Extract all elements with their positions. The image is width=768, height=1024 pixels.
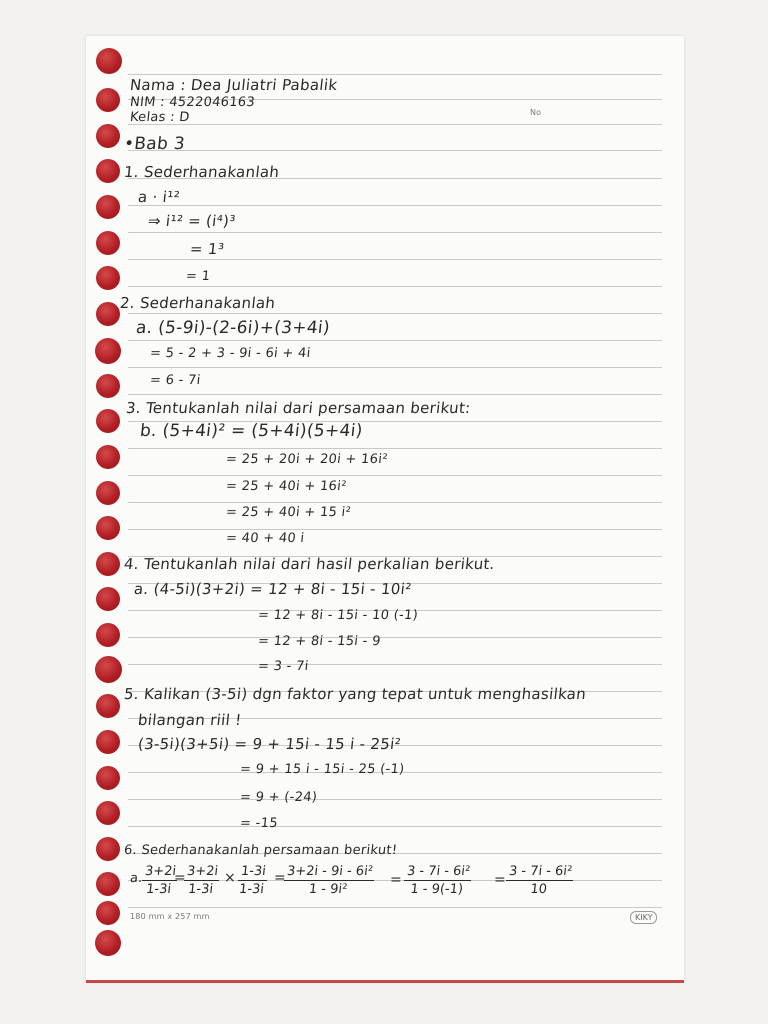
question-3-step: = 40 + 40 i bbox=[225, 531, 306, 546]
binding-hole bbox=[96, 872, 120, 896]
binding-hole bbox=[96, 587, 120, 611]
question-5-step: = 9 + (-24) bbox=[239, 790, 318, 805]
ruled-line bbox=[128, 502, 662, 503]
binding-hole bbox=[95, 338, 121, 364]
ruled-line bbox=[128, 448, 662, 449]
question-4-step: = 12 + 8i - 15i - 9 bbox=[257, 634, 382, 649]
binding-hole bbox=[96, 623, 120, 647]
binding-hole bbox=[96, 481, 120, 505]
binding-hole bbox=[96, 516, 120, 540]
ruled-line bbox=[128, 286, 662, 287]
binding-hole bbox=[96, 409, 120, 433]
fraction-denominator: 1-3i bbox=[145, 882, 172, 897]
binding-hole bbox=[95, 656, 122, 683]
binding-hole bbox=[96, 195, 120, 219]
question-2-item-a: a. (5-9i)-(2-6i)+(3+4i) bbox=[134, 318, 331, 338]
binding-hole bbox=[96, 901, 120, 925]
student-class: Kelas : D bbox=[129, 110, 191, 125]
paper-size-label: 180 mm x 257 mm bbox=[130, 912, 210, 921]
question-1-title: 1. Sederhanakanlah bbox=[123, 163, 281, 181]
binding-hole bbox=[96, 552, 120, 576]
binding-hole bbox=[96, 801, 120, 825]
fraction-numerator: 3 - 7i - 6i² bbox=[404, 864, 473, 881]
question-3-item-b: b. (5+4i)² = (5+4i)(5+4i) bbox=[138, 421, 364, 441]
page-bottom-edge bbox=[86, 980, 684, 983]
question-4-item-a: a. (4-5i)(3+2i) = 12 + 8i - 15i - 10i² bbox=[133, 580, 413, 598]
fraction-denominator: 1-3i bbox=[187, 882, 214, 897]
ruled-line bbox=[128, 259, 662, 260]
question-5-step: = -15 bbox=[239, 816, 279, 831]
ruled-line bbox=[128, 150, 662, 151]
ruled-line bbox=[128, 340, 662, 341]
question-5-title-continued: bilangan riil ! bbox=[137, 711, 243, 729]
fraction bbox=[282, 864, 375, 897]
fraction bbox=[140, 864, 179, 897]
binding-hole bbox=[96, 730, 120, 754]
ruled-line bbox=[128, 313, 662, 314]
fraction-numerator: 1-3i bbox=[238, 864, 269, 881]
fraction-denominator: 1 - 9(-1) bbox=[409, 882, 464, 897]
binding-hole bbox=[96, 302, 120, 326]
fraction-numerator: 3 - 7i - 6i² bbox=[506, 864, 575, 881]
fraction-denominator: 1-3i bbox=[238, 882, 265, 897]
ruled-line bbox=[128, 664, 662, 665]
ruled-line bbox=[128, 74, 662, 75]
fraction-denominator: 10 bbox=[529, 882, 548, 897]
binding-hole bbox=[96, 124, 120, 148]
question-2-step: = 6 - 7i bbox=[149, 373, 202, 388]
ruled-line bbox=[128, 907, 662, 908]
binding-hole bbox=[96, 694, 120, 718]
binding-hole bbox=[95, 930, 121, 956]
brand-logo: KIKY bbox=[630, 911, 657, 924]
question-1-step: = 1 bbox=[185, 269, 211, 284]
binding-hole bbox=[96, 445, 120, 469]
fraction bbox=[504, 864, 575, 897]
fraction bbox=[402, 864, 473, 897]
chapter-heading: •Bab 3 bbox=[122, 134, 186, 154]
binding-hole bbox=[96, 266, 120, 290]
question-3-title: 3. Tentukanlah nilai dari persamaan berikut: bbox=[125, 399, 472, 417]
ruled-line bbox=[128, 637, 662, 638]
equals-sign: = bbox=[494, 872, 506, 888]
question-3-step: = 25 + 20i + 20i + 16i² bbox=[225, 452, 389, 467]
ruled-line bbox=[128, 124, 662, 125]
page-number-label: No bbox=[530, 108, 542, 117]
ruled-line bbox=[128, 367, 662, 368]
binding-hole bbox=[96, 766, 120, 790]
question-5-step: = 9 + 15 i - 15i - 25 (-1) bbox=[239, 762, 406, 777]
binding-hole bbox=[96, 837, 120, 861]
question-6-title: 6. Sederhanakanlah persamaan berikut! bbox=[123, 843, 399, 858]
ruled-line bbox=[128, 475, 662, 476]
fraction bbox=[182, 864, 221, 897]
question-1-step: ⇒ i¹² = (i⁴)³ bbox=[147, 212, 237, 230]
fraction bbox=[236, 864, 268, 897]
ruled-line bbox=[128, 799, 662, 800]
student-nim: NIM : 4522046163 bbox=[129, 95, 256, 110]
question-5-title: 5. Kalikan (3-5i) dgn faktor yang tepat untuk menghasilkan bbox=[123, 685, 588, 703]
question-4-step: = 12 + 8i - 15i - 10 (-1) bbox=[257, 608, 419, 623]
fraction-numerator: 3+2i - 9i - 6i² bbox=[284, 864, 376, 881]
multiply-sign: × bbox=[224, 870, 236, 886]
ruled-line bbox=[128, 232, 662, 233]
equals-sign: = bbox=[274, 870, 286, 886]
question-4-step: = 3 - 7i bbox=[257, 659, 310, 674]
binding-hole bbox=[96, 88, 120, 112]
fraction-denominator: 1 - 9i² bbox=[308, 882, 348, 897]
question-1-step: = 1³ bbox=[189, 240, 226, 258]
question-5-item: (3-5i)(3+5i) = 9 + 15i - 15 i - 25i² bbox=[137, 735, 402, 753]
fraction-numerator: 3+2i bbox=[142, 864, 179, 881]
question-2-step: = 5 - 2 + 3 - 9i - 6i + 4i bbox=[149, 346, 312, 361]
ruled-line bbox=[128, 529, 662, 530]
question-6-item-label: a. bbox=[129, 871, 144, 886]
ruled-line bbox=[128, 826, 662, 827]
student-name: Nama : Dea Juliatri Pabalik bbox=[129, 76, 339, 94]
ruled-line bbox=[128, 394, 662, 395]
binding-hole bbox=[96, 48, 122, 74]
question-2-title: 2. Sederhanakanlah bbox=[119, 294, 277, 312]
question-4-title: 4. Tentukanlah nilai dari hasil perkalian berikut. bbox=[123, 555, 496, 573]
question-3-step: = 25 + 40i + 16i² bbox=[225, 479, 348, 494]
binding-hole bbox=[96, 231, 120, 255]
fraction-numerator: 3+2i bbox=[184, 864, 221, 881]
binding-hole bbox=[96, 159, 120, 183]
question-1-item-a: a · i¹² bbox=[137, 188, 181, 206]
equals-sign: = bbox=[390, 872, 402, 888]
question-3-step: = 25 + 40i + 15 i² bbox=[225, 505, 352, 520]
equals-sign: = bbox=[174, 870, 186, 886]
ruled-line bbox=[128, 205, 662, 206]
binding-hole bbox=[96, 374, 120, 398]
